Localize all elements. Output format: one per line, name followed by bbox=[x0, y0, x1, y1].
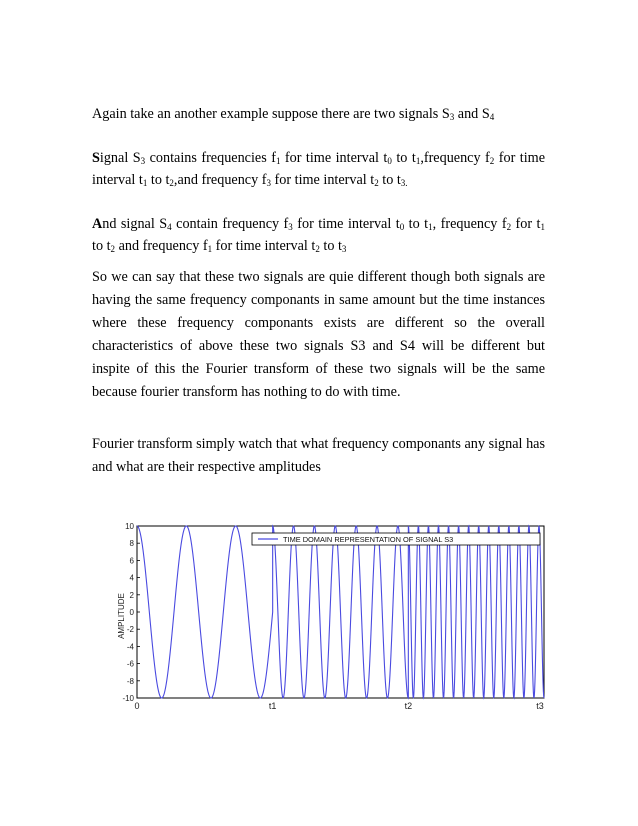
bold-initial: S bbox=[92, 150, 100, 166]
text: ignal S bbox=[99, 150, 141, 166]
legend-label: TIME DOMAIN REPRESENTATION OF SIGNAL S3 bbox=[283, 535, 454, 544]
y-tick-label: 8 bbox=[129, 539, 134, 549]
paragraph-5: Fourier transform simply watch that what frequency componants any signal has and what are their respective amplitudes bbox=[92, 436, 545, 476]
text: contains frequencies f bbox=[145, 150, 276, 166]
text: nd signal S bbox=[102, 216, 168, 232]
y-tick-label: 0 bbox=[129, 608, 134, 617]
text: for time interval t bbox=[212, 237, 316, 254]
subscript: 0 bbox=[399, 222, 405, 232]
y-tick-label: 2 bbox=[129, 590, 134, 600]
x-tick-label: t1 bbox=[268, 701, 277, 711]
text: to t bbox=[404, 216, 429, 232]
paragraph-3 bbox=[92, 214, 545, 257]
y-tick-label: 6 bbox=[129, 556, 134, 566]
text: for t bbox=[511, 216, 541, 232]
paragraph-4: So we can say that these two signals are quie different though both signals are having the same frequency componants in same amount but the time instances where these frequency componants exists are different so the overall characteristics of above these two signals S3 and S4 will be different but inspite of this the Fourier transform of these two signals will be the same because fourier transform has nothing to do with time. bbox=[92, 269, 545, 401]
text: for time interval t bbox=[270, 171, 375, 188]
subscript: 4 bbox=[489, 112, 495, 122]
subscript: 3. bbox=[400, 177, 408, 188]
y-tick-label: -6 bbox=[126, 659, 134, 669]
text: and frequency f bbox=[115, 237, 208, 254]
text: to t bbox=[391, 150, 416, 166]
paragraph-1 bbox=[92, 104, 545, 126]
legend bbox=[252, 533, 540, 545]
subscript: 3 bbox=[288, 222, 293, 232]
subscript: 2 bbox=[489, 156, 495, 166]
subscript: 3 bbox=[449, 112, 455, 122]
text: ,frequency f bbox=[420, 150, 490, 166]
y-tick-label: -8 bbox=[126, 676, 134, 686]
subscript: 1 bbox=[428, 222, 433, 232]
text: ,and frequency f bbox=[173, 171, 267, 188]
text: to t bbox=[378, 171, 401, 188]
subscript: 2 bbox=[374, 177, 379, 188]
text: , frequency f bbox=[432, 216, 507, 232]
subscript: 3 bbox=[266, 177, 271, 188]
text: for time interval t bbox=[292, 216, 400, 232]
y-tick-label: -4 bbox=[126, 642, 134, 652]
bold-initial: A bbox=[92, 216, 103, 232]
subscript: 2 bbox=[315, 243, 320, 254]
subscript: 4 bbox=[167, 222, 172, 232]
text: for time interval t bbox=[92, 150, 545, 188]
subscript: 1 bbox=[142, 177, 148, 188]
paragraph-2 bbox=[92, 148, 545, 191]
y-tick-label: -2 bbox=[126, 625, 134, 635]
subscript: 2 bbox=[110, 243, 116, 254]
x-tick-label: t3 bbox=[536, 701, 544, 711]
subscript: 2 bbox=[506, 222, 512, 232]
x-tick-label: t2 bbox=[404, 701, 413, 711]
signal-plot bbox=[100, 515, 552, 715]
text: to t bbox=[147, 171, 170, 188]
subscript: 1 bbox=[540, 222, 545, 232]
text: to t bbox=[319, 237, 342, 254]
subscript: 3 bbox=[341, 243, 347, 254]
text: to t bbox=[92, 237, 111, 254]
subscript: 1 bbox=[415, 156, 421, 166]
subscript: 1 bbox=[207, 243, 213, 254]
subscript: 1 bbox=[275, 156, 281, 166]
y-tick-label: 10 bbox=[125, 522, 134, 531]
subscript: 2 bbox=[169, 177, 174, 188]
text: and S bbox=[454, 106, 490, 122]
x-tick-label: 0 bbox=[134, 701, 140, 711]
y-axis-label: AMPLITUDE bbox=[117, 593, 126, 639]
subscript: 3 bbox=[140, 156, 146, 166]
text: Again take an another example suppose there are two signals S bbox=[92, 106, 450, 122]
y-tick-label: 4 bbox=[129, 573, 134, 583]
text: contain frequency f bbox=[171, 216, 289, 232]
subscript: 0 bbox=[387, 156, 392, 166]
text: for time interval t bbox=[280, 150, 388, 166]
y-tick-label: -10 bbox=[122, 694, 134, 703]
